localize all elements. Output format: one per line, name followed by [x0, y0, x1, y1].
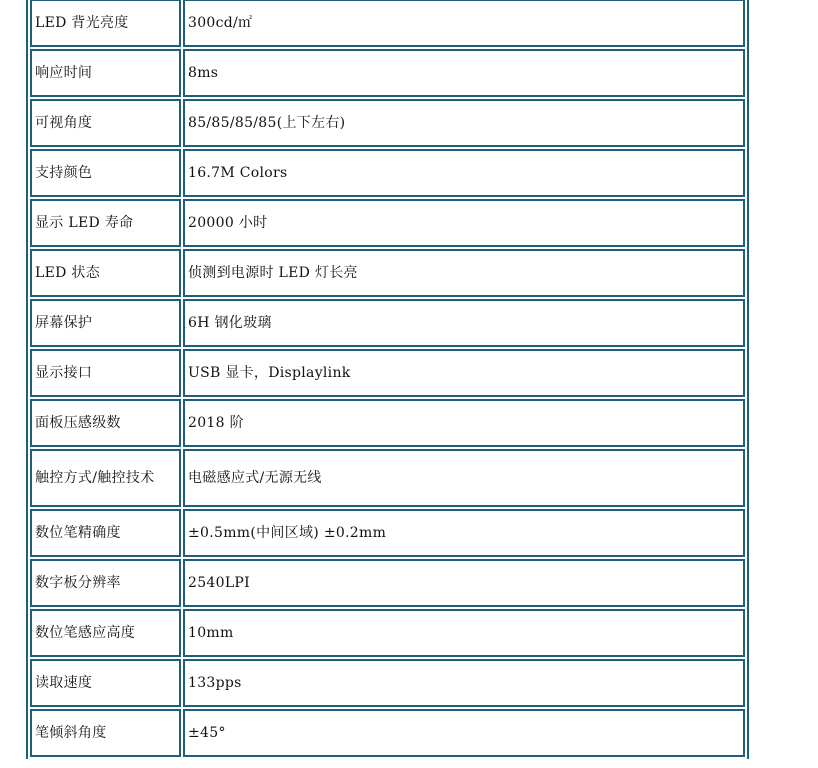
spec-value: 2018 阶	[183, 399, 745, 447]
spec-value: 20000 小时	[183, 199, 745, 247]
table-row	[30, 49, 745, 97]
spec-label: 触控方式/触控技术	[30, 449, 181, 507]
spec-value: ±0.5mm(中间区域) ±0.2mm	[183, 509, 745, 557]
spec-label: LED 状态	[30, 249, 181, 297]
table-row	[30, 609, 745, 657]
spec-value: USB 显卡，Displaylink	[183, 349, 745, 397]
table-row	[30, 149, 745, 197]
spec-value: 10mm	[183, 609, 745, 657]
spec-label: 可视角度	[30, 99, 181, 147]
spec-label: 数字板分辨率	[30, 559, 181, 607]
spec-label: 读取速度	[30, 659, 181, 707]
spec-value: 6H 钢化玻璃	[183, 299, 745, 347]
table-row	[30, 449, 745, 507]
spec-label: 数位笔精确度	[30, 509, 181, 557]
table-row	[30, 559, 745, 607]
spec-label: LED 背光亮度	[30, 0, 181, 47]
spec-label: 显示接口	[30, 349, 181, 397]
spec-label: 数位笔感应高度	[30, 609, 181, 657]
table-row	[30, 509, 745, 557]
spec-value: 133pps	[183, 659, 745, 707]
spec-value: 300cd/㎡	[183, 0, 745, 47]
spec-label: 显示 LED 寿命	[30, 199, 181, 247]
spec-value: 16.7M Colors	[183, 149, 745, 197]
spec-value: 侦测到电源时 LED 灯长亮	[183, 249, 745, 297]
table-row	[30, 0, 745, 47]
spec-value: 85/85/85/85(上下左右)	[183, 99, 745, 147]
spec-label: 响应时间	[30, 49, 181, 97]
table-row	[30, 659, 745, 707]
spec-table	[26, 0, 749, 759]
spec-value: 电磁感应式/无源无线	[183, 449, 745, 507]
spec-value: ±45°	[183, 709, 745, 757]
spec-label: 笔倾斜角度	[30, 709, 181, 757]
table-row	[30, 349, 745, 397]
table-row	[30, 709, 745, 757]
spec-label: 支持颜色	[30, 149, 181, 197]
spec-label: 屏幕保护	[30, 299, 181, 347]
spec-label: 面板压感级数	[30, 399, 181, 447]
table-row	[30, 399, 745, 447]
table-row	[30, 199, 745, 247]
spec-value: 8ms	[183, 49, 745, 97]
spec-value: 2540LPI	[183, 559, 745, 607]
table-row	[30, 299, 745, 347]
table-row	[30, 249, 745, 297]
table-row	[30, 99, 745, 147]
